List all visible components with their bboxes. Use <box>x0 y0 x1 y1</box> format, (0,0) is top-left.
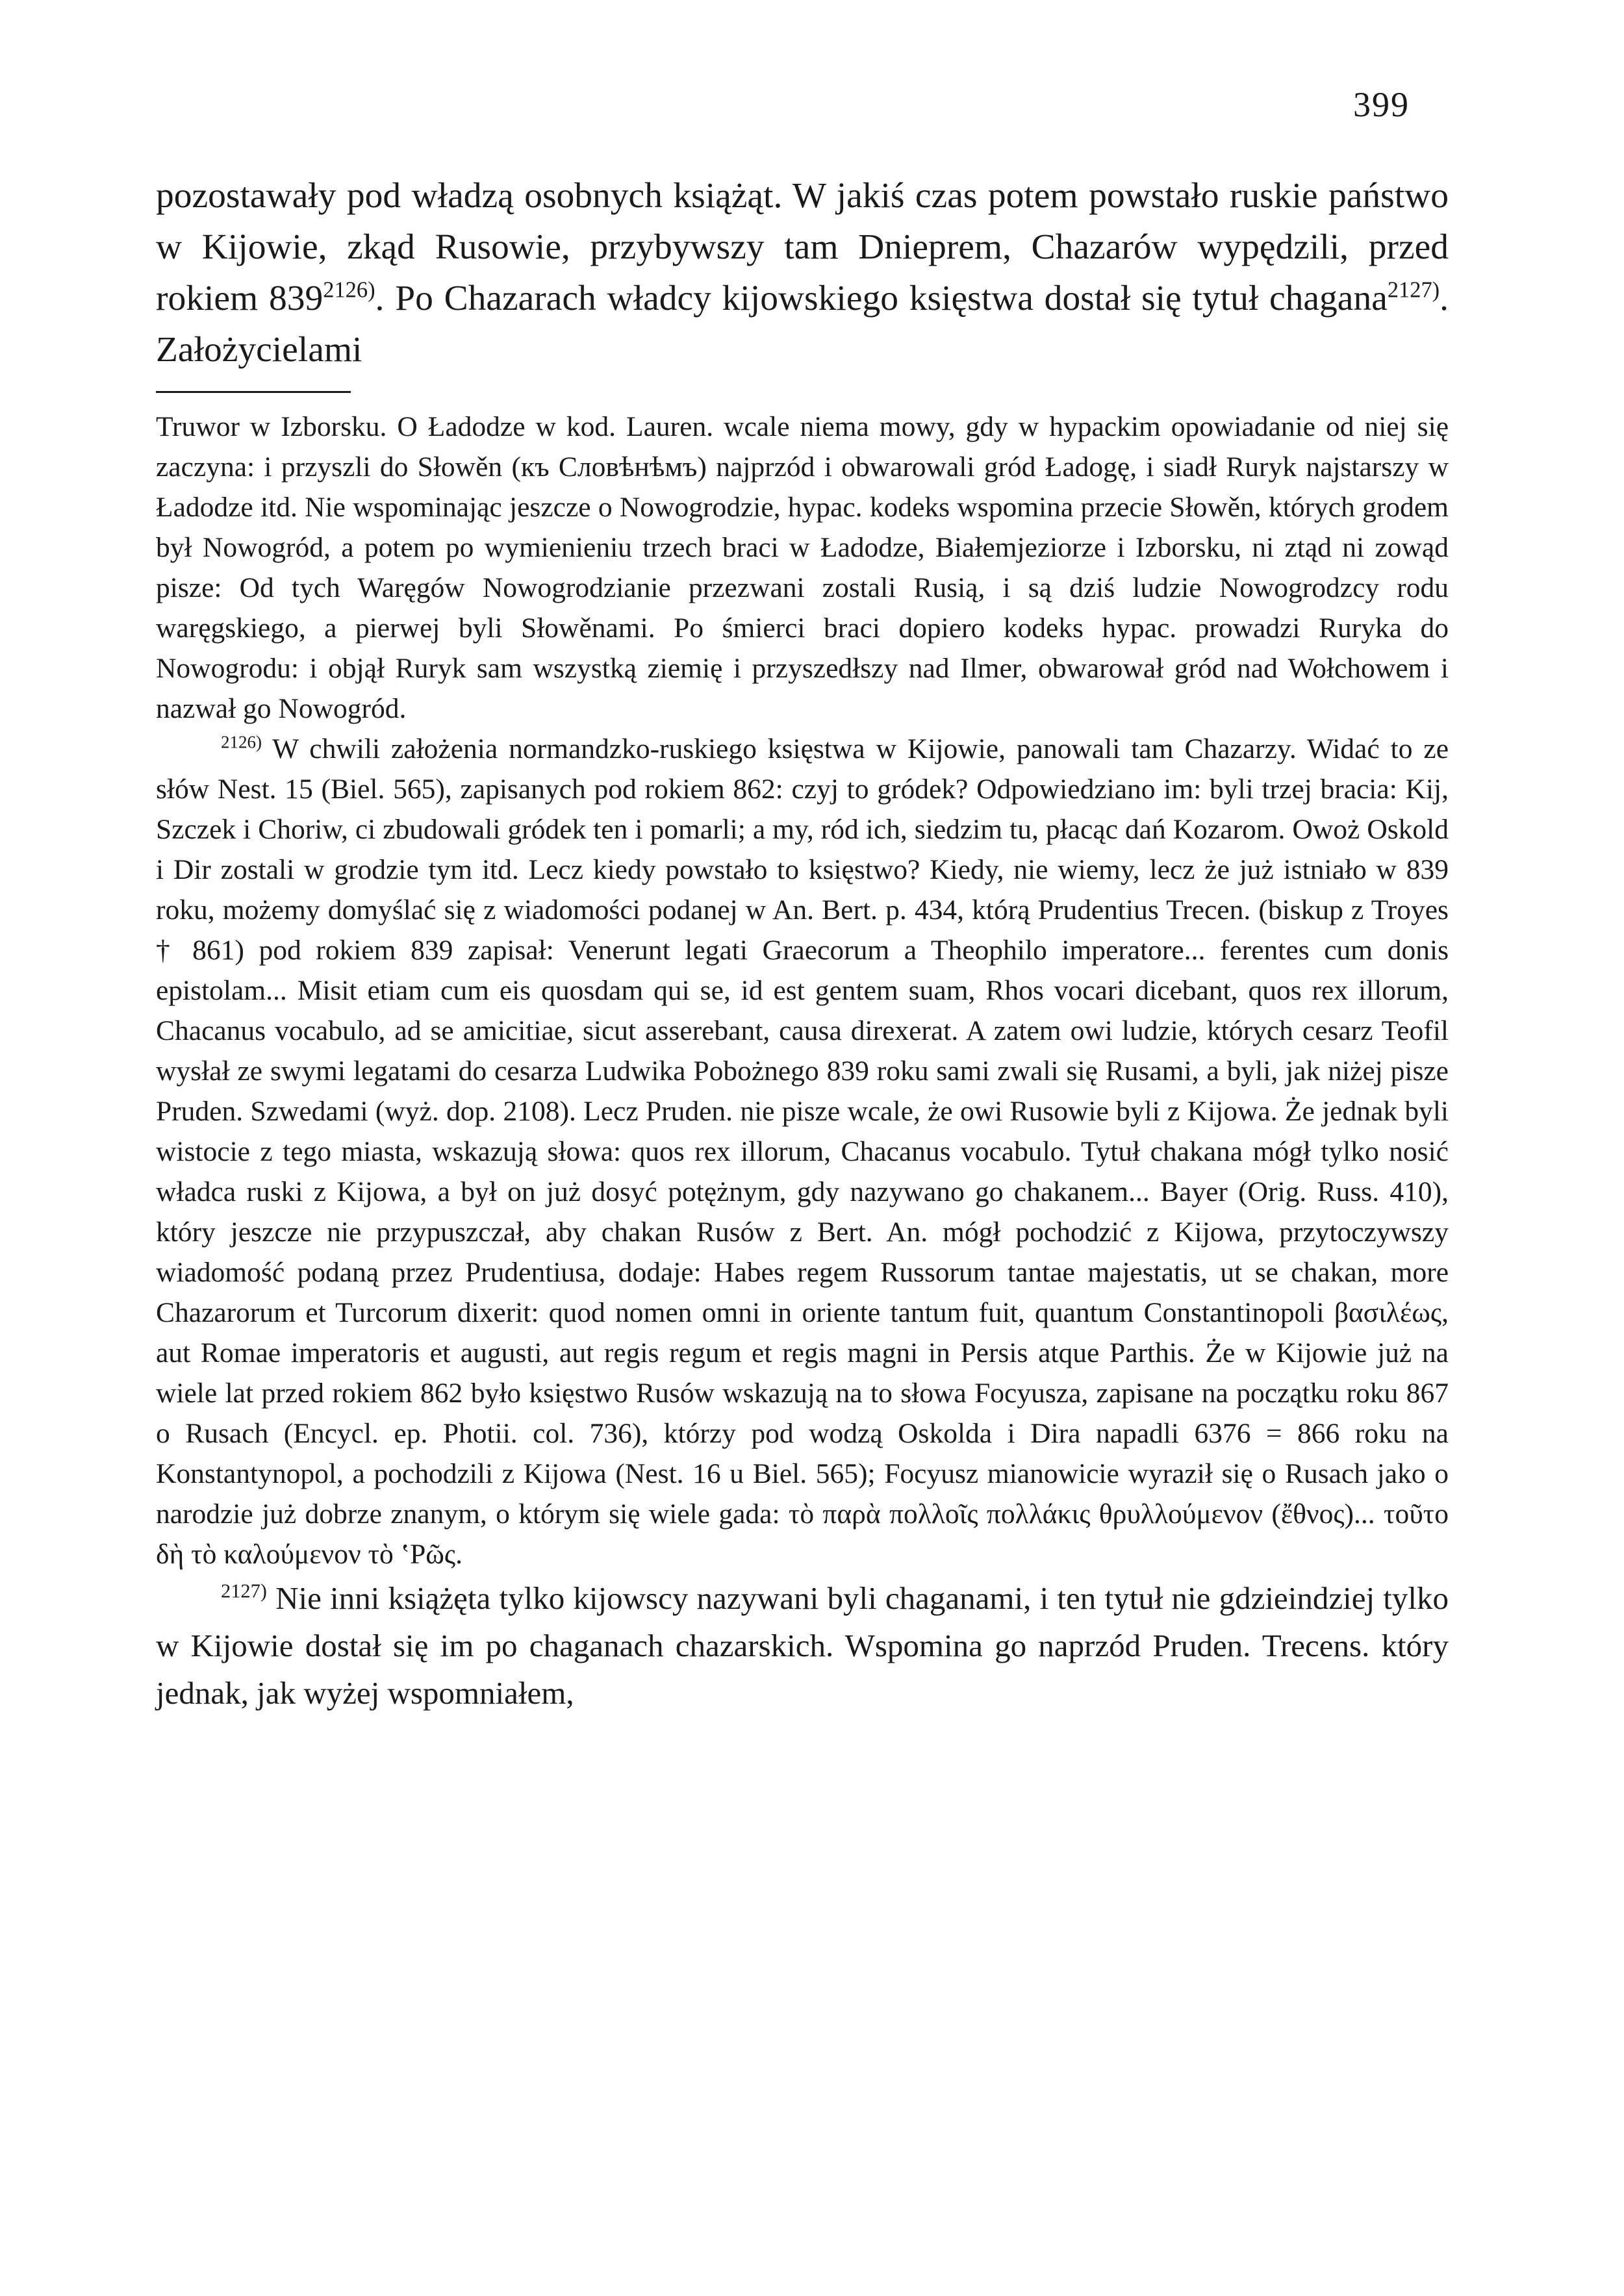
footnote-continued: Truwor w Izborsku. O Ładodze w kod. Lauren. wcale niema mowy, gdy w hypackim opowiadanie od niej się zaczyna: i przyszli do Słowěn (къ Словѣнѣмъ) najprzód i obwarowali gród Ładogę, i siadł Ruryk najstarszy w Ładodze itd. Nie wspominając jeszcze o Nowogrodzie, hypac. kodeks wspomina przecie Słowěn, których grodem był Nowogród, a potem po wymienieniu trzech braci w Ładodze, Białemjeziorze i Izborsku, ni ztąd ni zowąd pisze: Od tych Waręgów Nowogrodzianie przezwani zostali Rusią, i są dziś ludzie Nowogrodzcy rodu waręgskiego, a pierwej byli Słowěnami. Po śmierci braci dopiero kodeks hypac. prowadzi Ruryka do Nowogrodu: i objął Ruryk sam wszystką ziemię i przyszedłszy nad Ilmer, obwarował gród nad Wołchowem i nazwał go Nowogród. <box>156 411 1449 724</box>
footnote-2126 <box>156 729 1449 1574</box>
footnote-ref-2127: 2127) <box>1387 277 1440 303</box>
main-text-part-1: pozostawały pod władzą osobnych książąt. W jakiś czas potem powstało ruskie państwo w Kijowie, zkąd Rusowie, przybywszy tam Dnieprem, Chazarów wypędzili, przed rokiem 839 <box>156 176 1449 318</box>
footnote-2127 <box>156 1574 1449 1717</box>
footnote-2127-text: Nie inni książęta tylko kijowscy nazywani byli chaganami, i ten tytuł nie gdzieindziej tylko w Kijowie dostał się im po chaganach chazarskich. Wspomina go naprzód Pruden. Trecens. który jednak, jak wyżej wspomniałem, <box>156 1580 1449 1711</box>
footnote-2127-mark: 2127) <box>221 1580 267 1602</box>
footnote-ref-2126: 2126) <box>323 277 375 303</box>
main-text-part-2: . Po Chazarach władcy kijowskiego księstwa dostał się tytuł chagana <box>375 279 1388 318</box>
main-text <box>156 170 1449 375</box>
footnotes-section <box>156 407 1449 1717</box>
footnote-separator <box>156 391 351 393</box>
footnote-2126-text: W chwili założenia normandzko-ruskiego księstwa w Kijowie, panowali tam Chazarzy. Widać to ze słów Nest. 15 (Biel. 565), zapisanych pod rokiem 862: czyj to gródek? Odpowiedziano im: byli trzej bracia: Kij, Szczek i Choriw, ci zbudowali gródek ten i pomarli; a my, ród ich, siedzim tu, płacąc dań Kozarom. Owoż Oskold i Dir zostali w grodzie tym itd. Lecz kiedy powstało to księstwo? Kiedy, nie wiemy, lecz że już istniało w 839 roku, możemy domyślać się z wiadomości podanej w An. Bert. p. 434, którą Prudentius Trecen. (biskup z Troyes † 861) pod rokiem 839 zapisał: Venerunt legati Graecorum a Theophilo imperatore... ferentes cum donis epistolam... Misit etiam cum eis quosdam qui se, id est gentem suam, Rhos vocari dicebant, quos rex illorum, Chacanus vocabulo, ad se amicitiae, sicut asserebant, causa direxerat. A zatem owi ludzie, których cesarz Teofil wysłał ze swymi legatami do cesarza Ludwika Pobożnego 839 roku sami zwali się Rusami, a byli, jak niżej pisze Pruden. Szwedami (wyż. dop. 2108). Lecz Pruden. nie pisze wcale, że owi Rusowie byli z Kijowa. Że jednak byli wistocie z tego miasta, wskazują słowa: quos rex illorum, Chacanus vocabulo. Tytuł chakana mógł tylko nosić władca ruski z Kijowa, a był on już dosyć potężnym, gdy nazywano go chakanem... Bayer (Orig. Russ. 410), który jeszcze nie przypuszczał, aby chakan Rusów z Bert. An. mógł pochodzić z Kijowa, przytoczywszy wiadomość podaną przez Prudentiusa, dodaje: Habes regem Russorum tantae majestatis, ut se chakan, more Chazarorum et Turcorum dixerit: quod nomen omni in oriente tantum fuit, quantum Constantinopoli βασιλέως, aut Romae imperatoris et augusti, aut regis regum et regis magni in Persis atque Parthis. Że w Kijowie już na wiele lat przed rokiem 862 było księstwo Rusów wskazują na to słowa Focyusza, zapisane na początku roku 867 o Rusach (Encycl. ep. Photii. col. 736), którzy pod wodzą Oskolda i Dira napadli 6376 = 866 roku na Konstantynopol, a pochodzili z Kijowa (Nest. 16 u Biel. 565); Focyusz mianowicie wyraził się o Rusach jako o narodzie już dobrze znanym, o którym się wiele gada: τὸ παρὰ πολλοῖς πολλάκις θρυλλούμενον (ἔθνος)... τοῦτο δὴ τὸ καλούμενον τὸ ʽΡῶς. <box>156 733 1449 1570</box>
footnote-2126-mark: 2126) <box>221 732 262 752</box>
main-text-part-3: . Założycielami <box>156 279 1449 370</box>
page-number: 399 <box>1353 85 1410 124</box>
